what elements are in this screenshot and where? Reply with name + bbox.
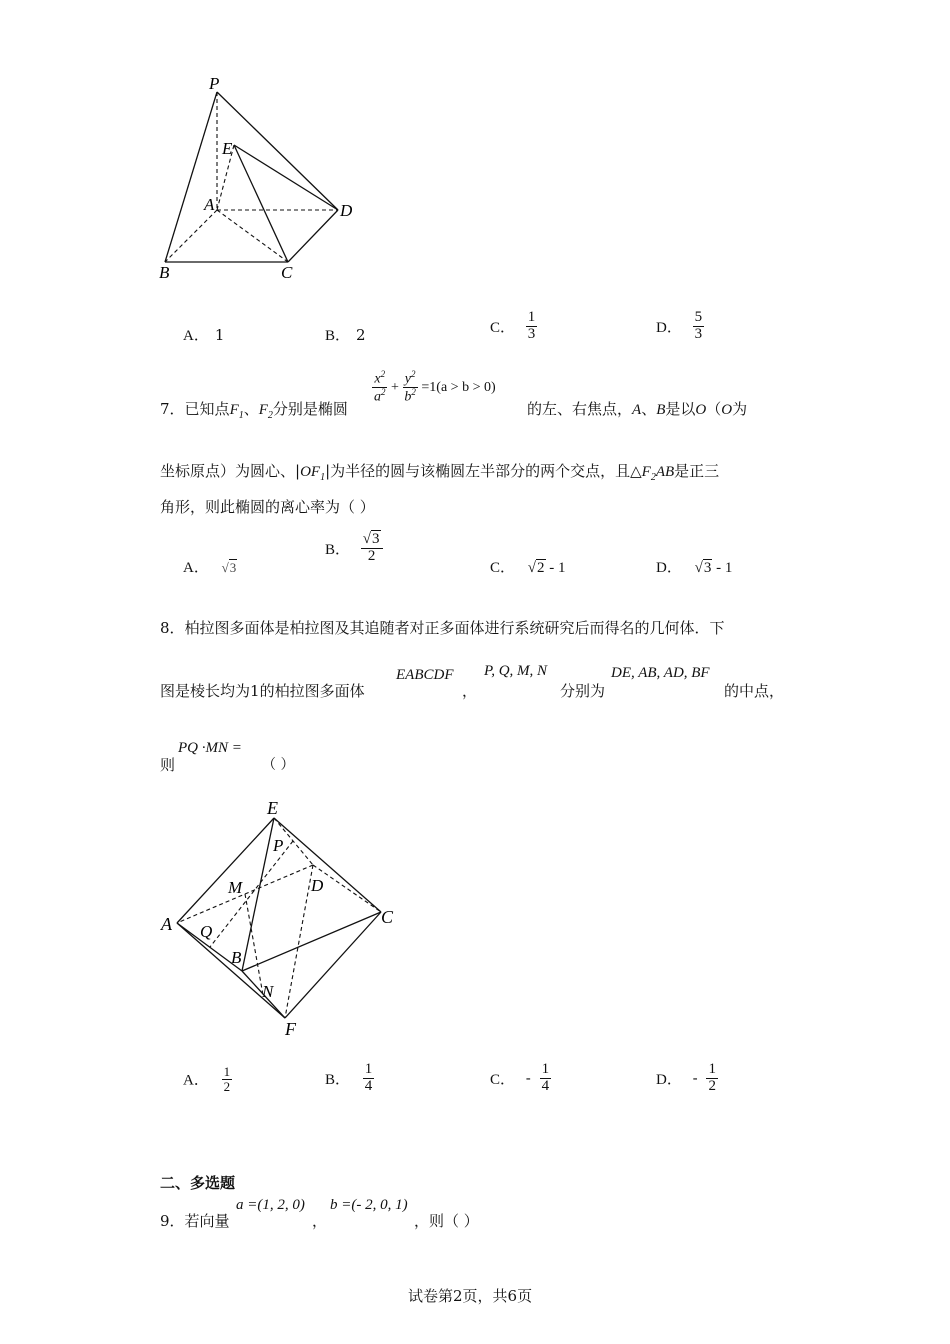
q8-option-c: C． - $\frac{1}{4}$ — [490, 1061, 550, 1094]
q6-option-d: D． $\frac{5}{3}$ — [656, 309, 703, 342]
q9-comma: ， — [312, 1212, 328, 1230]
q8-option-d: D． - $\frac{1}{2}$ — [656, 1061, 716, 1094]
midpoint-edges: DE, AB, AD, BF — [611, 665, 710, 681]
q7-option-c: C． √2 - 1 — [490, 560, 566, 576]
sqrt: √2 - 1 — [527, 560, 566, 576]
q8-line3-paren: （ ） — [262, 757, 295, 773]
vertex-label-c: C — [281, 263, 293, 282]
q8-line3-ze: 则 — [160, 756, 176, 774]
q6-option-c: C． $\frac{1}{3}$ — [490, 309, 536, 342]
page-footer: 试卷第2页，共6页 — [408, 1287, 533, 1305]
points-pqmn: P, Q, M, N — [484, 663, 548, 679]
vertex-label-p: P — [273, 836, 284, 855]
fraction: $\frac{√3}{2}$ — [361, 532, 383, 565]
fraction: $\frac{1}{4}$ — [541, 1061, 550, 1094]
vector-a: a =(1, 2, 0) — [236, 1197, 305, 1213]
vertex-label-p: P — [209, 74, 220, 93]
vertex-label-d: D — [311, 876, 324, 895]
q7-line1: 7．已知点$F_1$、$F_2$分别是椭圆 — [160, 400, 348, 421]
q8-option-a: A． $\frac{1}{2}$ — [183, 1064, 231, 1094]
vertex-label-e: E — [222, 139, 233, 158]
vertex-label-f: F — [285, 1019, 296, 1039]
section-title: 二、多选题 — [160, 1174, 236, 1192]
fraction: $\frac{1}{4}$ — [364, 1061, 373, 1094]
q6-option-b: B． 2 — [325, 326, 366, 344]
q9-suffix: ，则（ ） — [414, 1212, 479, 1230]
q7-line1-tail: 的左、右焦点，A、B是以O（O为 — [527, 400, 748, 418]
fraction: $\frac{1}{2}$ — [708, 1061, 716, 1094]
q9-prefix: 9．若向量 — [160, 1212, 230, 1230]
dot-product-expr: PQ ·MN = — [178, 740, 242, 756]
q8-comma: ， — [462, 682, 478, 700]
q6-option-a: A． 1 — [183, 326, 225, 344]
vertex-label-n: N — [262, 982, 274, 1001]
q7-option-a: A． √3 — [183, 560, 237, 576]
octahedron-figure — [155, 795, 405, 1045]
q8-option-b: B． $\frac{1}{4}$ — [325, 1061, 373, 1094]
polyhedron-name: EABCDF — [396, 667, 454, 683]
fraction: $\frac{1}{2}$ — [223, 1064, 231, 1094]
q8-line2d: 的中点， — [724, 682, 785, 700]
fraction: $\frac{1}{3}$ — [527, 309, 536, 342]
ellipse-equation: $\frac{x^2}{a^2}$ + $\frac{y^2}{b^2}$ =1(a > b > 0) — [374, 369, 496, 405]
fraction: $\frac{5}{3}$ — [694, 309, 703, 342]
q7-line2: 坐标原点）为圆心、$|OF_1|$为半径的圆与该椭圆左半部分的两个交点，且$\triangle F_2AB$是正三 — [160, 462, 720, 483]
vector-b: b =(- 2, 0, 1) — [330, 1197, 408, 1213]
sqrt: √3 — [221, 560, 237, 575]
vertex-label-d: D — [340, 201, 353, 220]
vertex-label-e: E — [267, 798, 278, 818]
vertex-label-a: A — [161, 914, 172, 934]
pyramid-figure — [150, 70, 370, 285]
q7-option-d: D． √3 - 1 — [656, 560, 733, 576]
q7-option-b: B． $\frac{√3}{2}$ — [325, 532, 383, 565]
vertex-label-b: B — [231, 948, 242, 967]
vertex-label-m: M — [228, 878, 243, 897]
q8-fenbiewei: 分别为 — [560, 682, 606, 700]
sqrt: √3 - 1 — [694, 560, 733, 576]
vertex-label-a: A — [204, 195, 215, 214]
q8-line1: 8．柏拉图多面体是柏拉图及其追随者对正多面体进行系统研究后而得名的几何体．下 — [160, 619, 725, 637]
vertex-label-b: B — [159, 263, 170, 282]
vertex-label-q: Q — [200, 922, 213, 941]
q8-line2a: 图是棱长均为1的柏拉图多面体 — [160, 682, 365, 700]
vertex-label-c: C — [381, 907, 394, 927]
q7-line3: 角形，则此椭圆的离心率为（ ） — [160, 498, 375, 516]
